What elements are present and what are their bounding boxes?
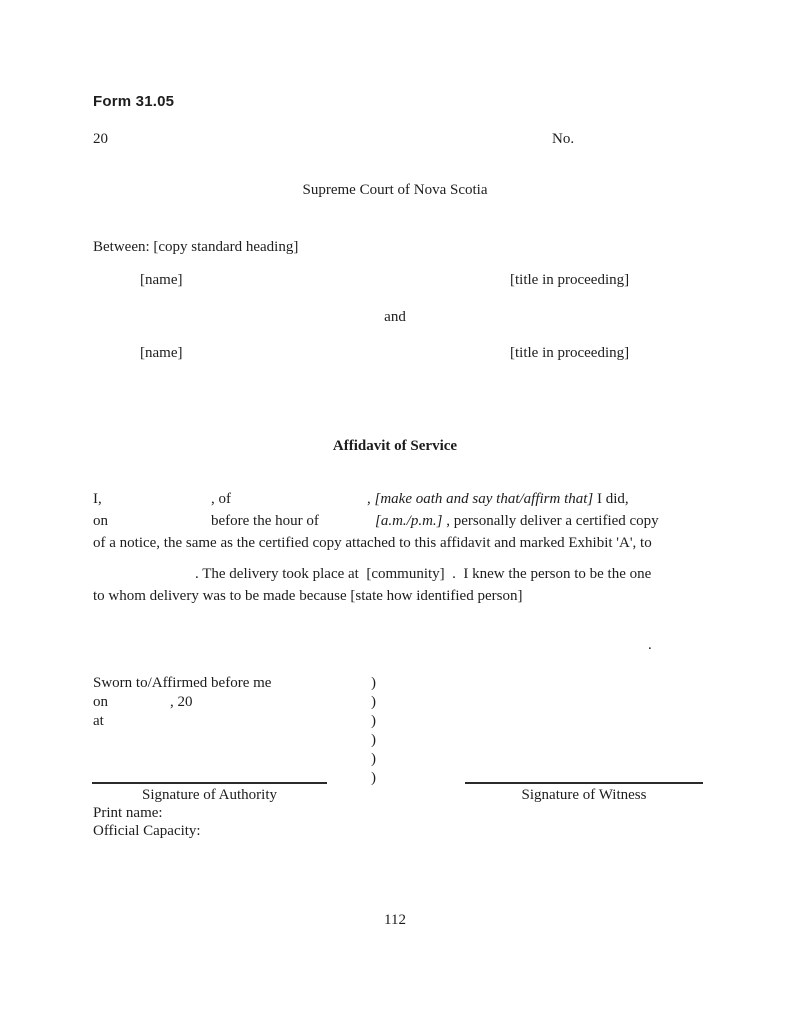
case-year: 20 [93,131,108,147]
body-l2-on: on [93,513,108,529]
jurat-year-suffix: , 20 [170,694,193,710]
body-p2-l1: . The delivery took place at [community] . I knew the person to be the one [195,566,652,582]
jurat-at-label: at [93,713,104,729]
jurat-bracket-5: ) [371,751,376,767]
court-name: Supreme Court of Nova Scotia [302,182,488,198]
form-number: Form 31.05 [93,93,175,110]
between-line: Between: [copy standard heading] [93,239,299,255]
body-l1-oath-group [367,490,629,509]
and-separator: and [384,309,406,325]
body-l1-end: I did, [593,491,629,507]
signature-authority-label: Signature of Authority [142,787,277,803]
body-l2-before-hour: before the hour of [211,513,319,529]
affidavit-title: Affidavit of Service [332,438,458,454]
body-l2-end: , personally deliver a certified copy [442,513,659,529]
witness-signature-line [465,782,703,784]
official-capacity-label: Official Capacity: [93,823,201,839]
body-l1-pronoun: I, [93,491,102,507]
party-bottom-name: [name] [140,345,183,361]
party-bottom-role: [title in proceeding] [510,345,630,361]
body-l2-ampm-group [375,512,659,531]
stray-period: . [648,637,652,653]
signature-witness-label: Signature of Witness [521,787,647,803]
jurat-bracket-2: ) [371,694,376,710]
jurat-bracket-6: ) [371,770,376,786]
body-l2-ampm-italic: [a.m./p.m.] [375,513,443,529]
party-top-role: [title in proceeding] [510,272,630,288]
page-number: 112 [384,912,406,928]
body-p2-l2: to whom delivery was to be made because [state how identified person] [93,588,523,604]
authority-signature-line [92,782,327,784]
jurat-sworn-line: Sworn to/Affirmed before me [93,675,272,691]
jurat-bracket-1: ) [371,675,376,691]
jurat-bracket-4: ) [371,732,376,748]
jurat-on-label: on [93,694,108,710]
case-number-label: No. [552,131,575,147]
party-top-name: [name] [140,272,183,288]
jurat-bracket-3: ) [371,713,376,729]
body-l1-comma: , [367,491,375,507]
body-l1-of: , of [211,491,231,507]
print-name-label: Print name: [93,805,163,821]
body-l3: of a notice, the same as the certified copy attached to this affidavit and marked Exhibit 'A', to [93,535,652,551]
body-l1-oath-italic: [make oath and say that/affirm that] [374,491,594,507]
